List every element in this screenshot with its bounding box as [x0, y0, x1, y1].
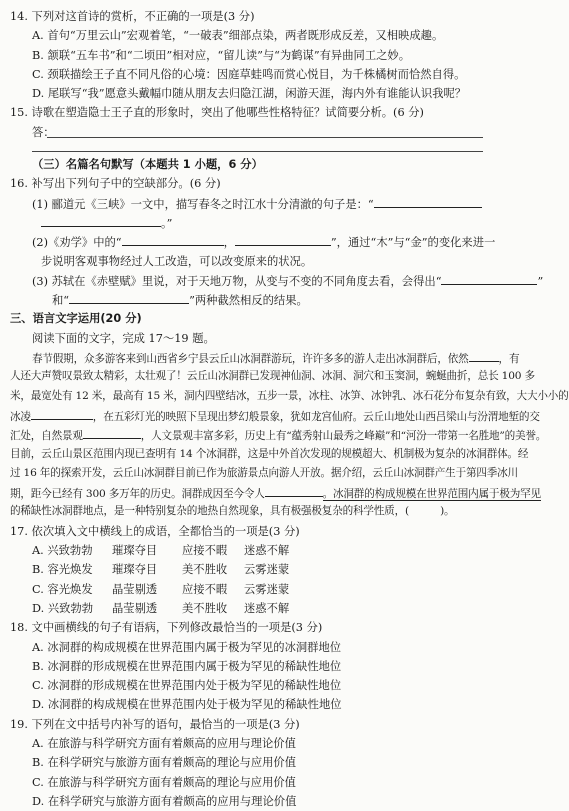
passage-underlined-sentence: 。冰洞群的构成规模在世界范围内属于极为罕见 [322, 488, 541, 501]
q16-item-2-cont: 步说明客观事物经过人工改造，可以改变原来的状况。 [41, 254, 313, 268]
q19-option-d: D. 在科学研究与旅游方面有着颇高的应用与理论价值 [32, 794, 297, 808]
q17-option-a: A. 兴致勃勃 璀璨夺目 应接不暇 迷惑不解 [32, 544, 290, 558]
passage-line-1: 春节假期，众多游客来到山西省乡宁县云丘山冰洞群游玩，许许多多的游人走出冰洞群后，依然 ，有 [10, 348, 483, 367]
q16-item-3: (3) 苏轼在《赤壁赋》里说，对于天地万物，从变与不变的不同角度去看，会得出“ ” [10, 271, 483, 290]
q16-item-3-cont: 和“ ”两种截然相反的结果。 [10, 290, 483, 309]
q17-option-d: D. 兴致勃勃 晶莹剔透 美不胜收 迷惑不解 [32, 601, 290, 615]
q17-stem: 17. 依次填入文中横线上的成语，全都恰当的一项是(3 分) [10, 524, 300, 538]
q18-option-a: A. 冰洞群的构成规模在世界范围内属于极为罕见的冰洞群地位 [32, 640, 342, 654]
q16-blank-4[interactable] [235, 232, 331, 246]
passage-blank-3[interactable] [83, 425, 141, 439]
q16-blank-6[interactable] [69, 290, 189, 304]
passage-line-6: 目前，云丘山景区范围内现已查明有 14 个冰洞群，这是中外首次发现的规模超大、机制极为复杂的冰洞群体。经 [10, 447, 529, 460]
passage-line-9: 的稀缺性冰洞群地点，是一种特别复杂的地热自然现象，具有极强极复杂的科学性质，( )。 [10, 505, 455, 518]
q16-blank-2[interactable] [41, 213, 161, 227]
q19-option-a: A. 在旅游与科学研究方面有着颇高的应用与理论价值 [32, 736, 296, 750]
q19-option-b: B. 在科学研究与旅游方面有着颇高的理论与应用价值 [32, 756, 297, 770]
q16-stem: 16. 补写出下列句子中的空缺部分。(6 分) [10, 177, 221, 191]
passage-intro: 阅读下面的文字，完成 17～19 题。 [32, 331, 215, 345]
passage-line-5: 汇处，自然景观 ，人文景观丰富多彩，历史上有“蕴秀射山最秀之峰巅”和“河汾一带第一名胜地”的美誉。 [10, 425, 483, 444]
q15-answer-area[interactable] [10, 123, 483, 142]
q14-option-b: B. 颔联“五车书”和“二顷田”相对应，“留儿读”与“为鹤谋”有异曲同工之妙。 [32, 48, 411, 62]
section-3-title: （三）名篇名句默写（本题共 1 小题，6 分） [32, 158, 263, 172]
passage-line-7: 过 16 年的探索开发，云丘山冰洞群目前已作为旅游景点向游人开放。据介绍，云丘山冰洞群产生于第四季冰川 [10, 466, 518, 479]
section-language-title: 三、语言文字运用(20 分) [10, 312, 142, 326]
q15-stem: 15. 诗歌在塑造隐士王子直的形象时，突出了他哪些性格特征？试简要分析。(6 分) [10, 106, 424, 120]
passage-line-4: 冰凌 ，在五彩灯光的映照下呈现出梦幻般景象，犹如龙宫仙府。云丘山地处山西吕梁山与汾渭地堑的交 [10, 406, 483, 425]
q18-option-b: B. 冰洞群的形成规模在世界范围内属于极为罕见的稀缺性地位 [32, 659, 342, 673]
passage-line-3: 米，最宽处有 12 米，最高有 15 米，洞内四壁结冰，五步一景，冰柱、冰笋、冰钟乳、冰石花分布复杂有致，大大小小的 [10, 389, 569, 402]
q14-stem: 14. 下列对这首诗的赏析，不正确的一项是(3 分) [10, 10, 255, 23]
q18-option-c: C. 冰洞群的形成规模在世界范围内处于极为罕见的稀缺性地位 [32, 679, 342, 693]
q16-item-1-cont: 。” [10, 213, 483, 232]
q16-blank-1[interactable] [374, 194, 482, 208]
q16-item-1: (1) 郦道元《三峡》一文中，描写春冬之时江水十分清澈的句子是：“ [10, 194, 483, 213]
q14-option-d: D. 尾联写“我”愿意头戴幅巾随从朋友去归隐江湖，闲游天涯，海内外有谁能认识我呢？ [32, 87, 467, 101]
passage-blank-2[interactable] [31, 406, 93, 420]
passage-blank-4[interactable] [265, 483, 323, 497]
passage-blank-1[interactable] [469, 348, 499, 362]
q16-blank-5[interactable] [441, 271, 537, 285]
q15-answer-line [47, 137, 483, 138]
q14-option-a: A. 首句“万里云山”宏观着笔，“一破表”细部点染，两者既形成反差，又相映成趣。 [32, 29, 444, 43]
passage-line-2: 人还大声赞叹景致太精彩，太壮观了！云丘山冰洞群已发现神仙洞、冰洞、洞穴和玉窦洞，蜿蜒曲折，总长 100 多 [10, 370, 535, 383]
q15-answer-label: 答： [32, 125, 55, 139]
q14-option-c: C. 颈联描绘王子直不同凡俗的心境：因庭草蛙鸣而赏心悦目，为千株橘树而恰然自得。 [32, 67, 466, 81]
q19-option-c: C. 在旅游与科学研究方面有着颇高的理论与应用价值 [32, 775, 296, 789]
q17-option-c: C. 容光焕发 晶莹剔透 应接不暇 云雾迷蒙 [32, 582, 290, 596]
passage-line-8: 期，距今已经有 300 多万年的历史。洞群成因至今令人 。冰洞群的构成规模在世界范围内属于极为罕见 [10, 483, 483, 502]
q19-stem: 19. 下列在文中括号内补写的语句，最恰当的一项是(3 分) [10, 717, 300, 731]
q15-answer-line-2[interactable] [32, 142, 483, 152]
q16-blank-3[interactable] [122, 232, 224, 246]
q17-option-b: B. 容光焕发 璀璨夺目 美不胜收 云雾迷蒙 [32, 563, 290, 577]
q18-stem: 18. 文中画横线的句子有语病，下列修改最恰当的一项是(3 分) [10, 621, 323, 635]
q16-item-2: (2)《劝学》中的“ ， ”，通过“木”与“金”的变化来进一 [10, 232, 483, 251]
q18-option-d: D. 冰洞群的构成规模在世界范围内处于极为罕见的稀缺性地位 [32, 698, 342, 712]
